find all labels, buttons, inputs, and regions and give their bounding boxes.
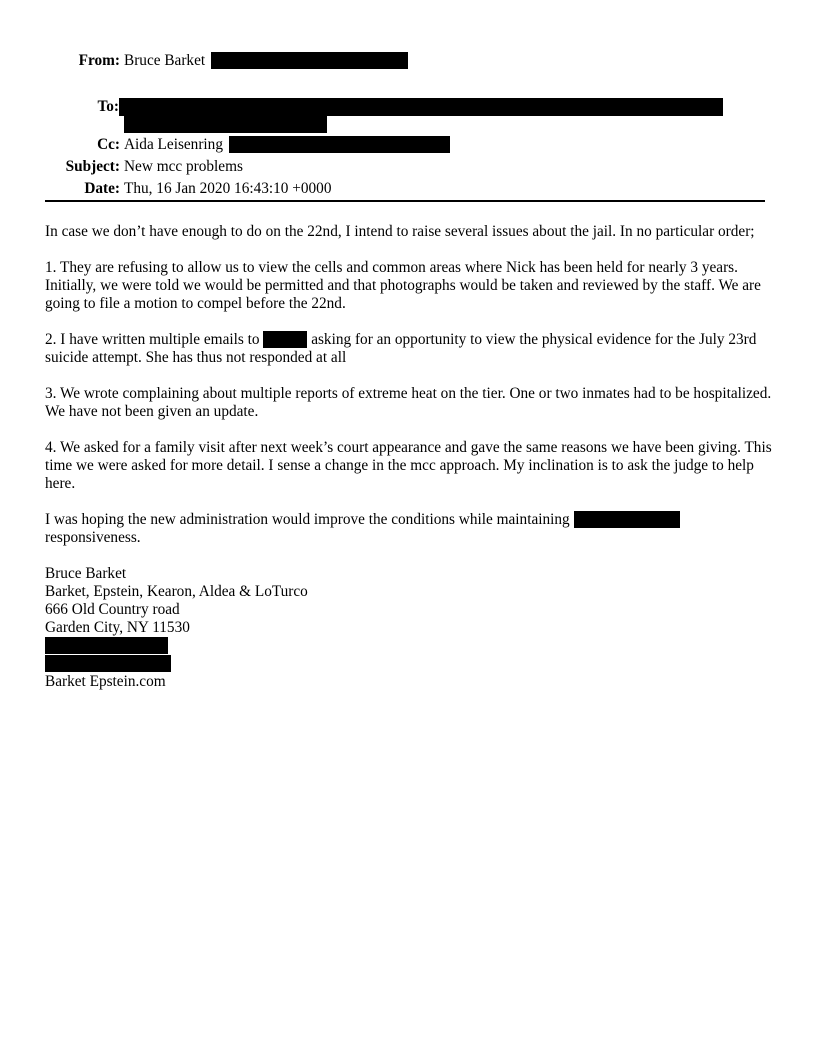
paragraph-closing [45,511,773,547]
paragraph-item-2-start: 2. I have written multiple emails to [45,331,260,348]
header-divider [45,200,765,202]
redaction-bar [45,655,171,672]
cc-row [0,136,816,158]
signature-block [45,565,773,691]
cc-label: Cc: [97,136,120,153]
redaction-bar [574,511,680,528]
email-header [0,52,816,202]
paragraph-closing-start: I was hoping the new administration would improve the conditions while maintaining [45,511,570,528]
date-value: Thu, 16 Jan 2020 16:43:10 +0000 [124,180,332,197]
redaction-bar [124,116,327,133]
signature-address-line-2: Garden City, NY 11530 [45,619,190,636]
cc-value: Aida Leisenring [124,136,223,153]
paragraph-item-2-end: asking for an opportunity to view the physical evidence for the July 23rd suicide attempt. She has thus not responded at all [45,331,757,366]
signature-name: Bruce Barket [45,565,127,582]
paragraph-item-1: 1. They are refusing to allow us to view the cells and common areas where Nick has been held for nearly 3 years. Initially, we were told we would be permitted and that photographs would be taken and reviewed by the staff. We are going to file a motion to compel before the 22nd. [45,259,761,312]
subject-value: New mcc problems [124,158,243,175]
redaction-bar [119,98,723,116]
signature-address-line-1: 666 Old Country road [45,601,180,618]
from-value: Bruce Barket [124,52,206,69]
signature-firm: Barket, Epstein, Kearon, Aldea & LoTurco [45,583,308,600]
paragraph-item-3: 3. We wrote complaining about multiple reports of extreme heat on the tier. One or two inmates had to be hospitalized. We have not been given an update. [45,385,772,420]
redaction-bar [229,136,450,153]
subject-label: Subject: [65,158,120,175]
date-row [0,180,816,202]
paragraph-closing-end: responsiveness. [45,529,141,546]
from-row [0,52,816,74]
redaction-bar [211,52,408,69]
date-label: Date: [84,180,120,197]
redaction-bar [45,637,168,654]
subject-row [0,158,816,180]
to-label: To: [97,98,119,115]
paragraph-item-4: 4. We asked for a family visit after next week’s court appearance and gave the same reasons we have been giving. This time we were asked for more detail. I sense a change in the mcc approach. My inclination is to ask the judge to help here. [45,439,772,492]
signature-website[interactable]: Barket Epstein.com [45,673,166,690]
from-label: From: [78,52,120,69]
paragraph-item-2 [45,331,773,367]
paragraph-intro: In case we don’t have enough to do on the 22nd, I intend to raise several issues about the jail. In no particular order; [45,223,755,240]
email-body [45,223,773,691]
to-row [0,74,816,115]
redaction-bar [263,331,307,348]
